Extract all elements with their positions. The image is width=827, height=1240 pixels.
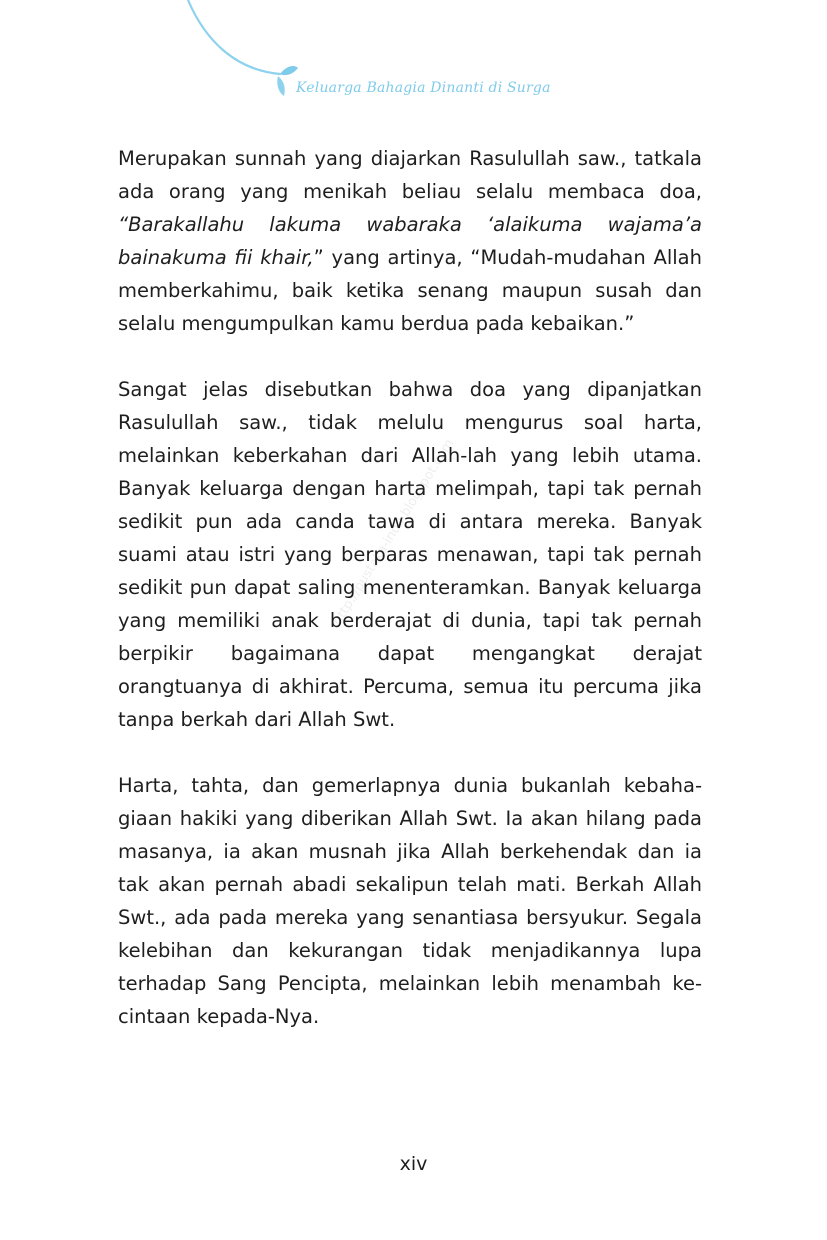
paragraph-1-text-b: ” yang artinya, “Mudah-mudahan Allah memberkahimu, baik ketika senang maupun susah dan selalu mengumpulkan kamu berdua pada kebaikan.” xyxy=(118,246,702,335)
paragraph-1-arabic-prayer: “Barakallahu lakuma wabaraka ‘alaikuma wajama’a bainakuma fii khair, xyxy=(118,213,702,269)
vine-leaf-ornament xyxy=(0,0,827,130)
page-number: xiv xyxy=(399,1153,428,1175)
paragraph-3: Harta, tahta, dan gemerlapnya dunia bukanlah kebahagiaan hakiki yang diberikan Allah Swt. Ia akan hilang pada masanya, ia akan musnah jika Allah berkehendak dan ia tak akan pernah abadi sekalipun telah mati. Berkah Allah Swt., ada pada mereka yang senantiasa bersyukur. Segala kelebihan dan kekurangan tidak menjadikannya lupa terhadap Sang Pencipta, melainkan lebih menambah kecintaan kepada-Nya. xyxy=(118,774,702,1028)
running-head: Keluarga Bahagia Dinanti di Surga xyxy=(296,80,551,96)
paragraph-1-text-a: Merupakan sunnah yang diajarkan Rasulullah saw., tatkala ada orang yang menikah beliau selalu membaca doa, xyxy=(118,147,702,203)
paragraph-1 xyxy=(118,142,702,340)
paragraph-2: Sangat jelas disebutkan bahwa doa yang dipanjatkan Rasulullah saw., tidak melulu mengurus soal harta, melainkan keberkahan dari Allah-lah yang lebih utama. Banyak keluarga dengan harta melimpah, tapi tak pernah sedikit pun ada canda tawa di antara mereka. Banyak suami atau istri yang berparas menawan, tapi tak pernah sedikit pun dapat saling menenteramkan. Banyak keluarga yang memiliki anak berderajat di dunia, tapi tak pernah berpikir bagaimana dapat mengangkat derajat orangtuanya di akhirat. Percuma, semua itu percuma jika tanpa berkah dari Allah Swt. xyxy=(118,378,702,731)
watermark: http://pustaka-indo.blogspot.com xyxy=(330,436,458,628)
body-text xyxy=(118,142,702,1066)
